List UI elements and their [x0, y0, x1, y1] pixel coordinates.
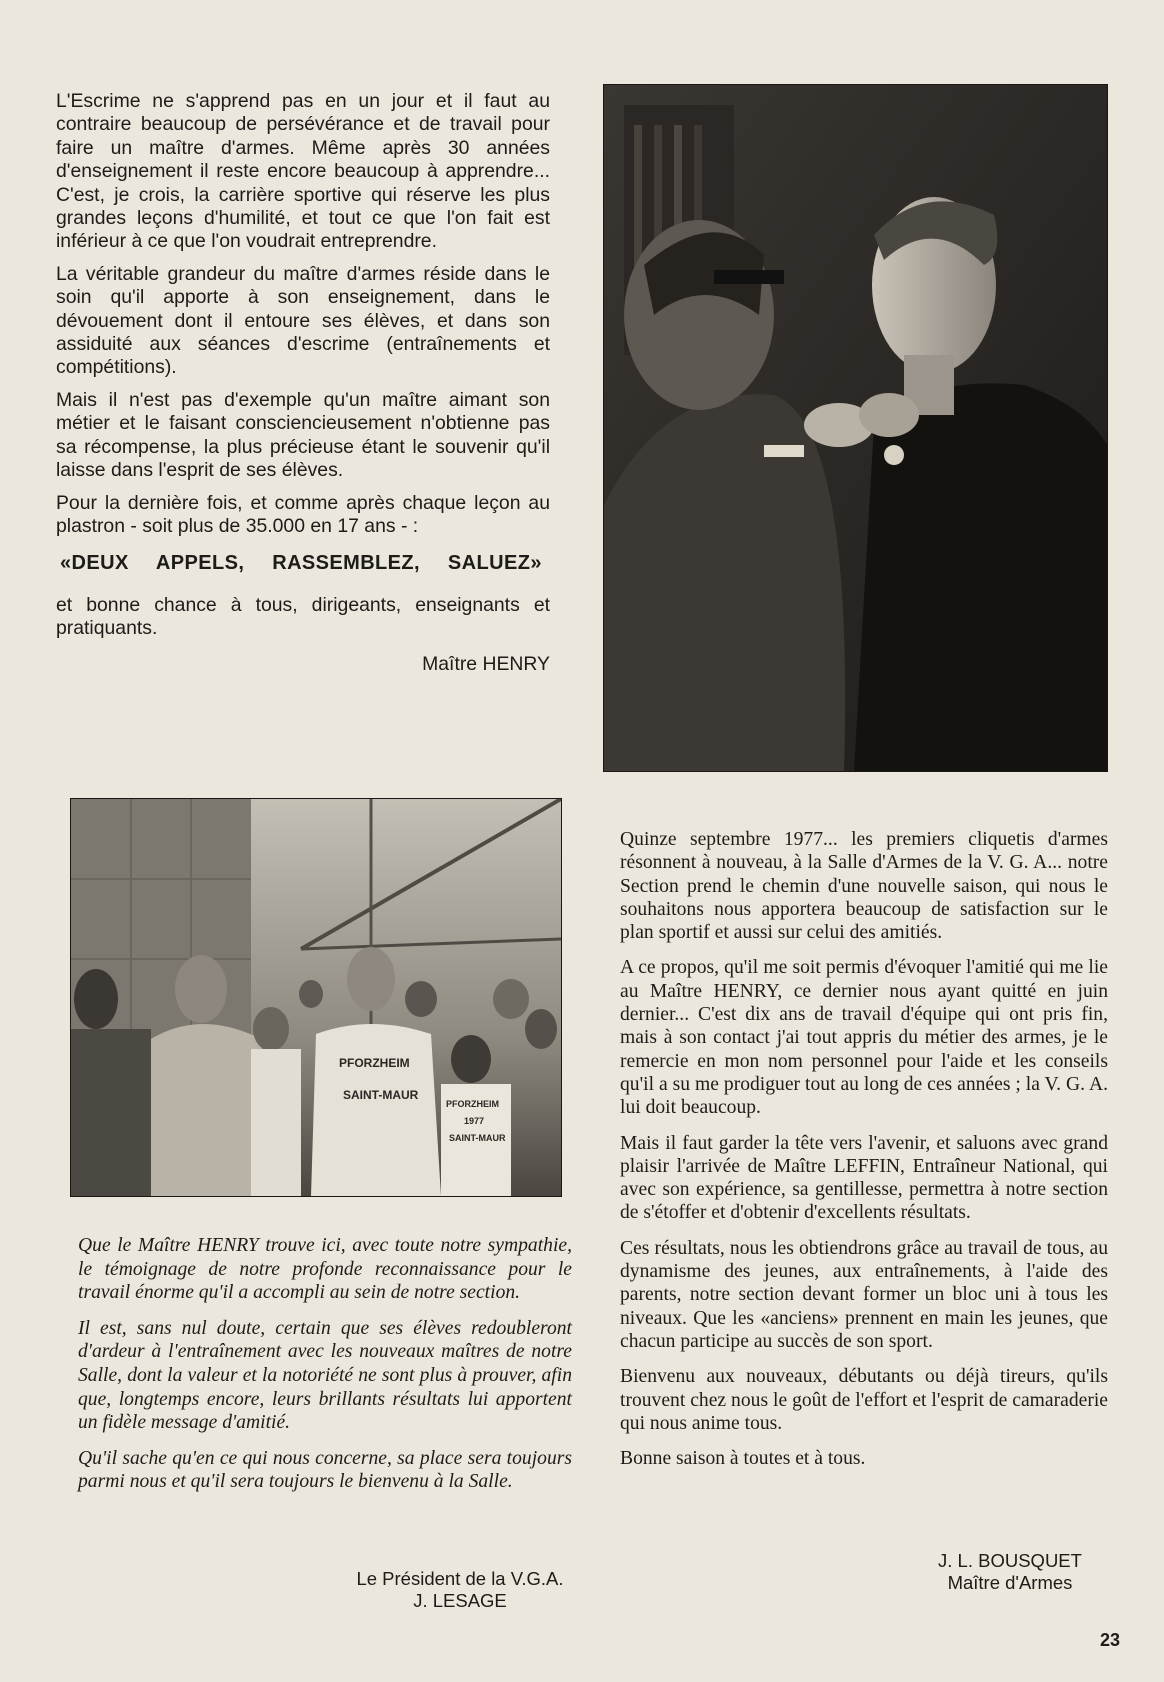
shirt-text-1: PFORZHEIM: [339, 1056, 410, 1070]
tribute-paragraph-3: Qu'il sache qu'en ce qui nous concerne, sa place sera toujours parmi nous et qu'il sera toujours le bienvenu à la Salle.: [78, 1447, 572, 1493]
president-signature: [330, 1568, 590, 1612]
decoration-ceremony-photo: [603, 84, 1108, 772]
tribute-paragraph-2: Il est, sans nul doute, certain que ses élèves redoubleront d'ardeur à l'entraînement avec les nouveaux maîtres de notre Salle, dont la valeur et la notoriété ne sont plus à prouver, afin que, longtemps encore, leurs brillants résultats lui apportent un fidèle message d'amitié.: [78, 1317, 572, 1434]
group-photo: [70, 798, 562, 1197]
season-article: [620, 828, 1108, 1482]
season-paragraph-1: Quinze septembre 1977... les premiers cliquetis d'armes résonnent à nouveau, à la Salle d'Armes de la V. G. A... notre Section prend le chemin d'une nouvelle saison, qui nous le souhaitons nous apportera beaucoup de satisfaction sur le plan sportif et aussi sur celui des amitiés.: [620, 829, 1108, 944]
letter-signature: Maître HENRY: [422, 652, 550, 675]
bousquet-name: J. L. BOUSQUET: [938, 1550, 1082, 1571]
letter-paragraph-4: Pour la dernière fois, et comme après chaque leçon au plastron - soit plus de 35.000 en 17 ans - :: [56, 491, 550, 537]
letter-paragraph-2: La véritable grandeur du maître d'armes réside dans le soin qu'il apporte à son enseignement, dans le dévouement dont il entoure ses élèves, et dans son assiduité aux séances d'escrime (entraînements et compétitions).: [56, 262, 550, 379]
bousquet-role: Maître d'Armes: [947, 1572, 1073, 1593]
season-paragraph-3: Mais il faut garder la tête vers l'avenir, et saluons avec grand plaisir l'arrivée de Maître LEFFIN, Entraîneur National, qui avec son expérience, sa gentillesse, permettra à notre section de s'étoffer et d'obtenir d'excellents résultats.: [620, 1132, 1108, 1224]
season-paragraph-6: Bonne saison à toutes et à tous.: [620, 1448, 866, 1470]
shirt-text-4: SAINT-MAUR: [449, 1133, 506, 1143]
group-illustration: [71, 799, 561, 1196]
season-paragraph-4: Ces résultats, nous les obtiendrons grâce au travail de tous, au dynamisme des jeunes, aux entraînements, à l'aide des parents, notre section devant former un bloc uni à tous les niveaux. Que les «anciens» prennent en main les jeunes, que chacun participe au succès de son sport.: [620, 1237, 1108, 1352]
letter-paragraph-3: Mais il n'est pas d'exemple qu'un maître aimant son métier et le faisant consciencieusement n'obtienne pas sa récompense, la plus précieuse étant le souvenir qu'il laisse dans l'esprit de ses élèves.: [56, 388, 550, 482]
letter-command: «DEUX APPELS, RASSEMBLEZ, SALUEZ»: [60, 552, 542, 575]
bousquet-signature: [900, 1550, 1120, 1594]
shirt-year: 1977: [464, 1116, 485, 1126]
shirt-text-2: SAINT-MAUR: [343, 1088, 419, 1102]
farewell-letter: [56, 90, 550, 685]
shirt-text-3: PFORZHEIM: [446, 1099, 499, 1109]
season-paragraph-5: Bienvenu aux nouveaux, débutants ou déjà tireurs, qu'ils trouvent chez nous le goût de l'effort et l'esprit de camaraderie qui nous anime tous.: [620, 1366, 1108, 1434]
letter-paragraph-1: L'Escrime ne s'apprend pas en un jour et il faut au contraire beaucoup de persévérance et de travail pour faire un maître d'armes. Même après 30 années d'enseignement il reste encore beaucoup à apprendre... C'est, je crois, la carrière sportive qui réserve les plus grandes leçons d'humilité, et tout ce que l'on fait est inférieur à ce que l'on voudrait entreprendre.: [56, 90, 550, 253]
ceremony-illustration: [604, 85, 1107, 771]
president-role: Le Président de la V.G.A.: [356, 1568, 564, 1589]
tribute-text: [78, 1234, 572, 1506]
season-paragraph-2: A ce propos, qu'il me soit permis d'évoquer l'amitié qui me lie au Maître HENRY, ce dernier nous ayant quitté en juin dernier... C'est dix ans de travail d'équipe qui ont pris fin, mais à son contact j'ai tout appris du métier des armes, je le remercie en mon nom personnel pour l'aide et les conseils qu'il a su me prodiguer tout au long de ces années ; la V. G. A. lui doit beaucoup.: [620, 957, 1108, 1119]
page-number: 23: [1100, 1630, 1121, 1650]
tribute-paragraph-1: Que le Maître HENRY trouve ici, avec toute notre sympathie, le témoignage de notre profonde reconnaissance pour le travail énorme qu'il a accompli au sein de notre section.: [78, 1235, 572, 1304]
president-name: J. LESAGE: [413, 1590, 507, 1611]
letter-closing: et bonne chance à tous, dirigeants, enseignants et pratiquants.: [56, 593, 550, 640]
